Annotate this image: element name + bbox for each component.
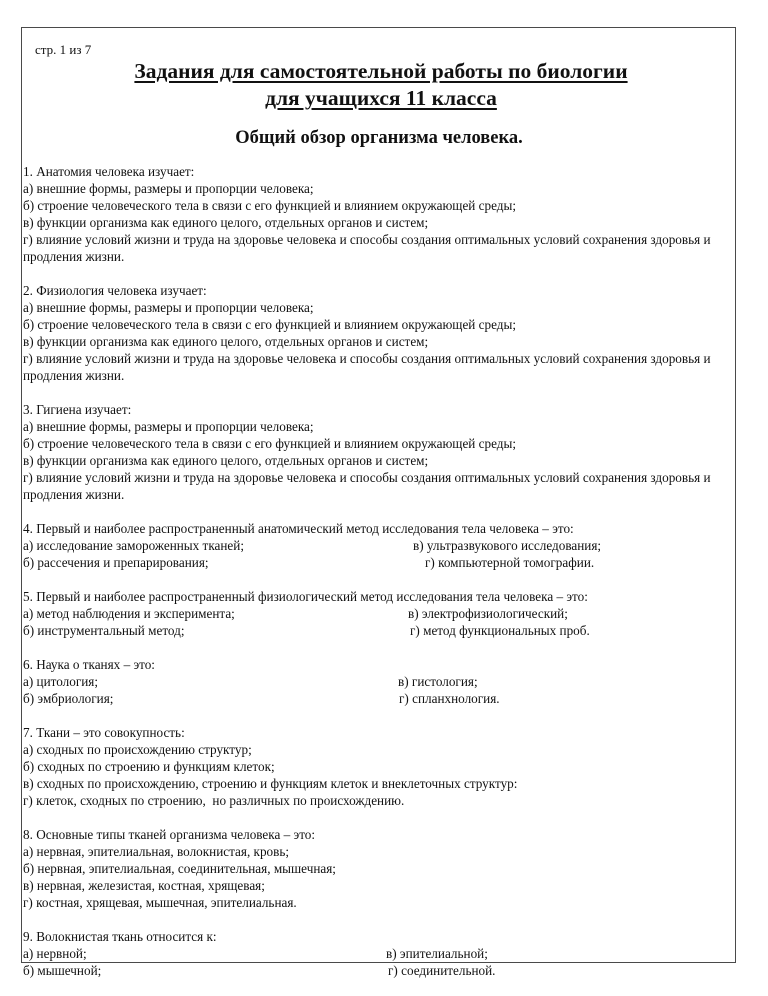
option-g: г) влияние условий жизни и труда на здоровье человека и способы создания оптимальных условий сохранения здоровья и продления жизни. xyxy=(23,232,711,264)
question-text: 9. Волокнистая ткань относится к: xyxy=(23,929,217,944)
option-g: г) метод функциональных проб. xyxy=(410,623,590,638)
question-9 xyxy=(23,928,733,979)
option-a: а) внешние формы, размеры и пропорции человека; xyxy=(23,419,314,434)
option-g: г) соединительной. xyxy=(388,963,496,978)
question-text: 4. Первый и наиболее распространенный анатомический метод исследования тела человека – это: xyxy=(23,521,574,536)
option-b: б) рассечения и препарирования; xyxy=(23,555,209,570)
question-list xyxy=(23,163,733,979)
option-g: г) клеток, сходных по строению, но различных по происхождению. xyxy=(23,793,405,808)
option-b: б) мышечной; xyxy=(23,963,102,978)
question-text: 8. Основные типы тканей организма человека – это: xyxy=(23,827,316,842)
document-content xyxy=(23,42,733,996)
options-grid xyxy=(23,537,733,571)
option-a: а) внешние формы, размеры и пропорции человека; xyxy=(23,181,314,196)
question-1 xyxy=(23,163,733,265)
option-a: а) нервной; xyxy=(23,946,87,961)
option-g: г) компьютерной томографии. xyxy=(425,555,595,570)
option-a: а) сходных по происхождению структур; xyxy=(23,742,252,757)
options-grid xyxy=(23,605,733,639)
option-a: а) нервная, эпителиальная, волокнистая, кровь; xyxy=(23,844,290,859)
question-text: 1. Анатомия человека изучает: xyxy=(23,164,195,179)
question-5 xyxy=(23,588,733,639)
options-grid xyxy=(23,945,733,979)
question-text: 6. Наука о тканях – это: xyxy=(23,657,155,672)
page-counter: стр. 1 из 7 xyxy=(35,42,92,57)
option-b: б) строение человеческого тела в связи с его функцией и влиянием окружающей среды; xyxy=(23,436,517,451)
option-g: г) влияние условий жизни и труда на здоровье человека и способы создания оптимальных условий сохранения здоровья и продления жизни. xyxy=(23,351,711,383)
question-text: 5. Первый и наиболее распространенный физиологический метод исследования тела человека – это: xyxy=(23,589,588,604)
option-b: б) сходных по строению и функциям клеток; xyxy=(23,759,275,774)
option-v: в) сходных по происхождению, строению и функциям клеток и внеклеточных структур: xyxy=(23,776,518,791)
question-3 xyxy=(23,401,733,503)
question-text: 3. Гигиена изучает: xyxy=(23,402,132,417)
option-b: б) нервная, эпителиальная, соединительная, мышечная; xyxy=(23,861,336,876)
option-v: в) эпителиальной; xyxy=(386,946,488,961)
option-g: г) спланхнология. xyxy=(399,691,500,706)
question-6 xyxy=(23,656,733,707)
option-v: в) функции организма как единого целого, отдельных органов и систем; xyxy=(23,334,429,349)
option-b: б) строение человеческого тела в связи с его функцией и влиянием окружающей среды; xyxy=(23,317,517,332)
title-line-2: для учащихся 11 класса xyxy=(265,86,497,110)
option-v: в) функции организма как единого целого, отдельных органов и систем; xyxy=(23,215,429,230)
option-b: б) строение человеческого тела в связи с его функцией и влиянием окружающей среды; xyxy=(23,198,517,213)
document-title xyxy=(23,58,733,112)
option-b: б) инструментальный метод; xyxy=(23,623,185,638)
question-8 xyxy=(23,826,733,911)
question-2 xyxy=(23,282,733,384)
question-4 xyxy=(23,520,733,571)
option-v: в) функции организма как единого целого, отдельных органов и систем; xyxy=(23,453,429,468)
option-a: а) метод наблюдения и эксперимента; xyxy=(23,606,235,621)
option-v: в) гистология; xyxy=(398,674,478,689)
options-grid xyxy=(23,673,733,707)
question-text: 2. Физиология человека изучает: xyxy=(23,283,207,298)
section-subtitle: Общий обзор организма человека. xyxy=(235,128,523,148)
question-text: 7. Ткани – это совокупность: xyxy=(23,725,185,740)
title-line-1: Задания для самостоятельной работы по биологии xyxy=(134,59,628,83)
option-b: б) эмбриология; xyxy=(23,691,114,706)
option-v: в) электрофизиологический; xyxy=(408,606,568,621)
question-7 xyxy=(23,724,733,809)
option-v: в) ультразвукового исследования; xyxy=(413,538,602,553)
option-v: в) нервная, железистая, костная, хрящевая; xyxy=(23,878,265,893)
option-g: г) костная, хрящевая, мышечная, эпителиальная. xyxy=(23,895,297,910)
option-a: а) внешние формы, размеры и пропорции человека; xyxy=(23,300,314,315)
option-a: а) исследование замороженных тканей; xyxy=(23,538,245,553)
option-a: а) цитология; xyxy=(23,674,99,689)
option-g: г) влияние условий жизни и труда на здоровье человека и способы создания оптимальных условий сохранения здоровья и продления жизни. xyxy=(23,470,711,502)
